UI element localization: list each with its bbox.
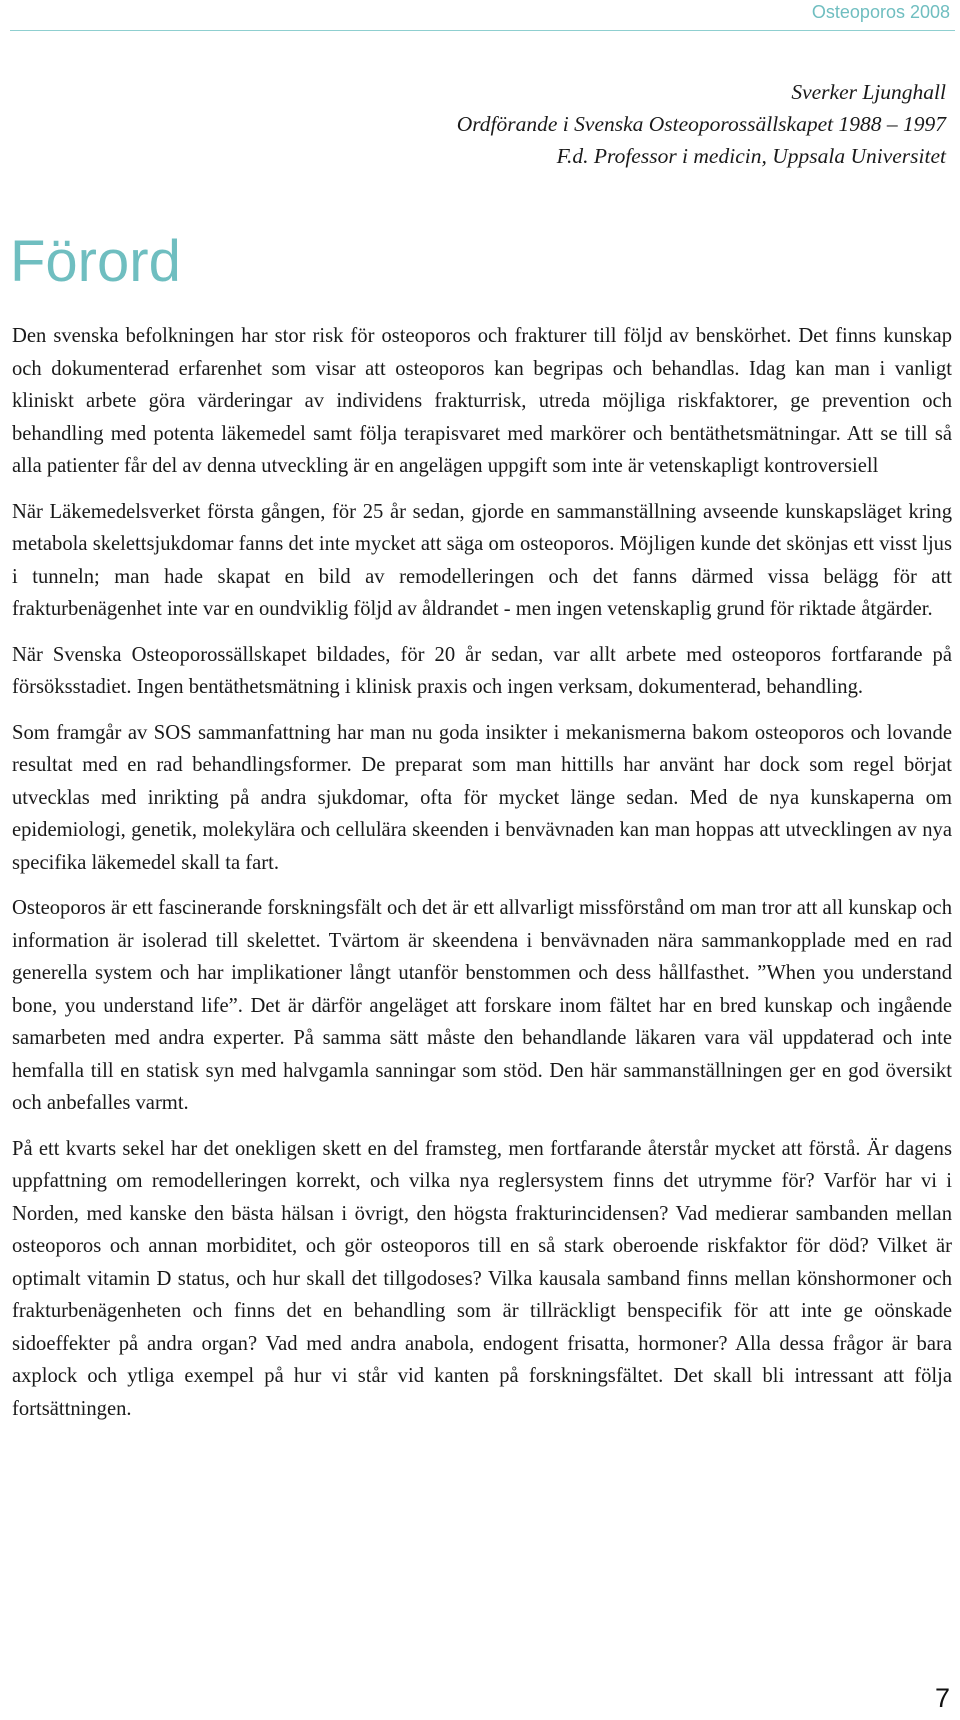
page-title: Förord: [10, 229, 181, 294]
page-number: 7: [934, 1683, 950, 1713]
body-text: [12, 320, 952, 1438]
author-name: Sverker Ljunghall: [791, 80, 946, 104]
paragraph-3: När Svenska Osteoporossällskapet bildades, för 20 år sedan, var allt arbete med osteoporos fortfarande på försöksstadiet. Ingen bentäthetsmätning i klinisk praxis och ingen verksam, dokumenterad, behandling.: [12, 643, 952, 698]
header-rule: [10, 30, 955, 31]
author-role: Ordförande i Svenska Osteoporossällskapet 1988 – 1997: [456, 112, 946, 136]
author-title: F.d. Professor i medicin, Uppsala Universitet: [556, 144, 946, 168]
paragraph-2: När Läkemedelsverket första gången, för 25 år sedan, gjorde en sammanställning avseende kunskapsläget kring metabola skelettsjukdomar fanns det inte mycket att säga om osteoporos. Möjligen kunde det skönjas ett visst ljus i tunneln; man hade skapat en bild av remodelleringen och det fanns därmed vissa belägg för att frakturbenägenhet inte var en oundviklig följd av åldrandet - men ingen vetenskaplig grund för riktade åtgärder.: [12, 500, 952, 620]
paragraph-5: Osteoporos är ett fascinerande forskningsfält och det är ett allvarligt missförstånd om man tror att all kunskap och information är isolerad till skelettet. Tvärtom är skeendena i benvävnaden nära sammankopplade med en rad generella system och har implikationer långt utanför benstommen och dess hållfasthet. ”When you understand bone, you understand life”. Det är därför angeläget att forskare inom fältet har en bred kunskap och ingående samarbeten med andra experter. På samma sätt måste den behandlande läkaren vara väl uppdaterad och inte hemfalla till en statisk syn med halvgamla sanningar som stöd. Den här sammanställningen ger en god översikt och anbefalles varmt.: [12, 897, 952, 1114]
paragraph-4: Som framgår av SOS sammanfattning har man nu goda insikter i mekanismerna bakom osteoporos och lovande resultat med en rad behandlingsformer. De preparat som man hittills har använt har dock som regel börjat utvecklas med inrikting på andra sjukdomar, ofta för mycket länge sedan. Med de nya kunskaperna om epidemiologi, genetik, molekylära och cellulära skeenden i benvävnaden kan man hoppas att utvecklingen av nya specifika läkemedel skall ta fart.: [12, 721, 952, 874]
paragraph-1: Den svenska befolkningen har stor risk för osteoporos och frakturer till följd av benskörhet. Det finns kunskap och dokumenterad erfarenhet som visar att osteoporos kan begripas och behandlas. Idag kan man i vanligt kliniskt arbete göra värderingar av individens frakturrisk, utreda möjliga riskfaktorer, ge prevention och behandling med potenta läkemedel samt följa terapisvaret med markörer och bentäthetsmätningar. Att se till så alla patienter får del av denna utveckling är en angelägen uppgift som inte är vetenskapligt kontroversiell: [12, 325, 952, 477]
paragraph-6: På ett kvarts sekel har det onekligen skett en del framsteg, men fortfarande återstår mycket att förstå. Är dagens uppfattning om remodelleringen korrekt, och vilka nya reglersystem finns det utrymme för? Varför har vi i Norden, med kanske den bästa hälsan i övrigt, den högsta frakturincidensen? Vad medierar sambanden mellan osteoporos och annan morbiditet, och gör osteoporos till en så stark oberoende riskfaktor för död? Vilket är optimalt vitamin D status, och hur skall det tillgodoses? Vilka kausala samband finns mellan könshormoner och frakturbenägenheten och finns det en behandling som är tillräckligt benspecifik för att inte ge oönskade sidoeffekter på andra organ? Vad med andra anabola, endogent frisatta, hormoner? Alla dessa frågor är bara axplock och ytliga exempel på hur vi står vid kanten på forskningsfältet. Det skall bli intressant att följa fortsättningen.: [12, 1137, 952, 1420]
running-head: Osteoporos 2008: [811, 2, 950, 22]
author-block: [457, 76, 946, 172]
